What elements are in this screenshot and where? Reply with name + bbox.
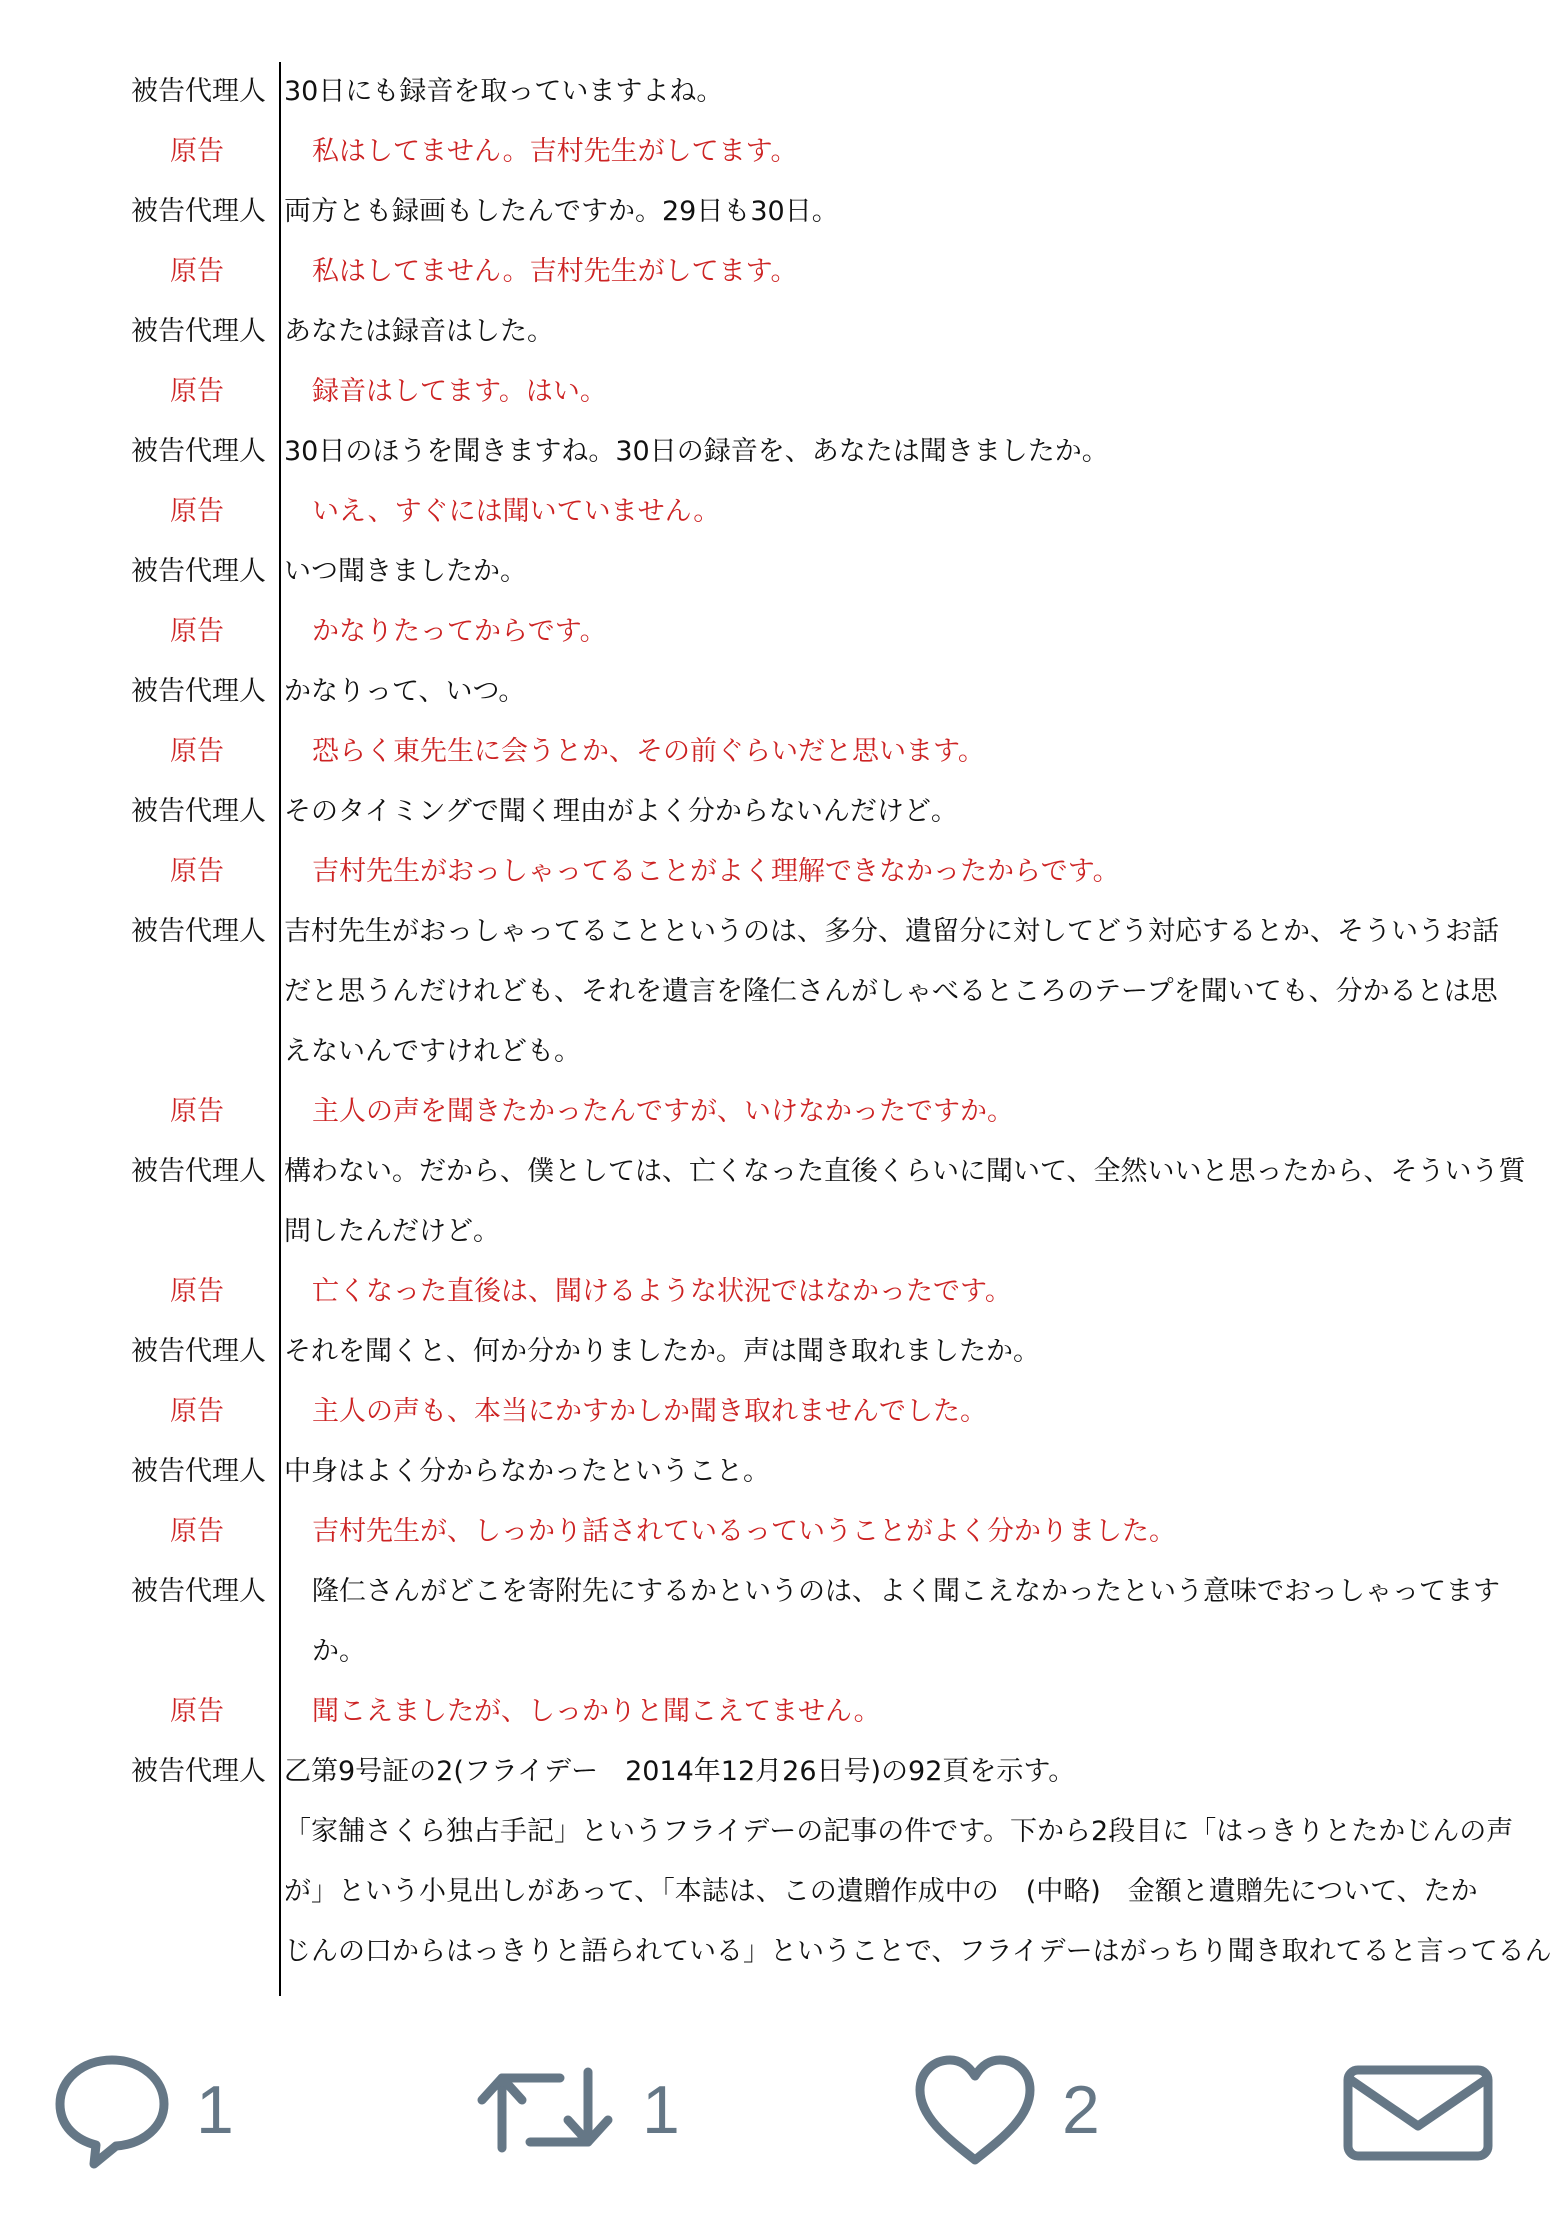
transcript-row — [0, 1082, 1440, 1142]
speaker-label-plaintiff: 原告 — [170, 616, 224, 647]
utterance-line: 吉村先生がおっしゃってることがよく理解できなかったからです。 — [312, 856, 1120, 887]
transcript-row — [0, 602, 1440, 662]
utterance-line: 主人の声も、本当にかすかしか聞き取れませんでした。 — [312, 1396, 987, 1427]
retweet-button[interactable] — [470, 2040, 680, 2180]
utterance — [284, 1442, 1424, 1502]
utterance-line: 構わない。だから、僕としては、亡くなった直後くらいに聞いて、全然いいと思ったから、そういう質 — [284, 1156, 1526, 1187]
speaker-label-plaintiff: 原告 — [170, 1276, 224, 1307]
utterance-line: じんの口からはっきりと語られている」ということで、フライデーはがっちり聞き取れてると言ってるん — [284, 1936, 1552, 1967]
utterance-line: 亡くなった直後は、聞けるような状況ではなかったです。 — [312, 1276, 1012, 1307]
speaker-label-defense: 被告代理人 — [131, 556, 266, 587]
utterance-line: 吉村先生が、しっかり話されているっていうことがよく分かりました。 — [312, 1516, 1176, 1547]
transcript-row — [0, 662, 1440, 722]
utterance-line: 主人の声を聞きたかったんですが、いけなかったですか。 — [312, 1096, 1014, 1127]
utterance-line: あなたは録音はした。 — [284, 316, 554, 347]
transcript-row — [0, 62, 1440, 122]
utterance-line: 「家舗さくら独占手記」というフライデーの記事の件です。下から2段目に「はっきりとたかじんの声 — [284, 1816, 1514, 1847]
utterance-line: 乙第9号証の2(フライデー 2014年12月26日号)の92頁を示す。 — [284, 1756, 1076, 1787]
utterance — [284, 902, 1499, 1082]
speaker-label-defense: 被告代理人 — [131, 436, 266, 467]
utterance-line: 私はしてません。吉村先生がしてます。 — [312, 256, 798, 287]
transcript-row — [0, 182, 1440, 242]
utterance — [284, 482, 1424, 542]
direct-message-button[interactable] — [1340, 2040, 1460, 2180]
transcript-row — [0, 1322, 1440, 1382]
utterance-line: 私はしてません。吉村先生がしてます。 — [312, 136, 798, 167]
utterance-line: 中身はよく分からなかったということ。 — [284, 1456, 770, 1487]
utterance — [284, 122, 1424, 182]
transcript-row — [0, 722, 1440, 782]
transcript-row — [0, 122, 1440, 182]
transcript-row — [0, 1142, 1526, 1262]
utterance — [284, 782, 1424, 842]
transcript-row — [0, 1562, 1500, 1682]
utterance — [284, 1262, 1424, 1322]
utterance — [284, 1382, 1424, 1442]
speaker-label-defense: 被告代理人 — [131, 1336, 266, 1367]
speaker-label-defense: 被告代理人 — [131, 1156, 266, 1187]
transcript-rows — [0, 62, 1552, 1982]
transcript-row — [0, 1742, 1552, 1982]
utterance — [284, 1322, 1424, 1382]
utterance-line: が」という小見出しがあって、「本誌は、この遺贈作成中の (中略) 金額と遺贈先について、たか — [284, 1876, 1478, 1907]
utterance — [284, 182, 1424, 242]
court-transcript — [0, 62, 1552, 1996]
utterance-line: それを聞くと、何か分かりましたか。声は聞き取れましたか。 — [284, 1336, 1040, 1367]
utterance-line: 隆仁さんがどこを寄附先にするかというのは、よく聞こえなかったという意味でおっしゃってます — [312, 1576, 1500, 1607]
transcript-row — [0, 1262, 1440, 1322]
utterance-line: 録音はしてます。はい。 — [312, 376, 607, 407]
utterance-line: 30日にも録音を取っていますよね。 — [284, 76, 724, 107]
speaker-label-plaintiff: 原告 — [170, 1396, 224, 1427]
reply-count: 1 — [196, 2072, 234, 2148]
speaker-label-plaintiff: 原告 — [170, 136, 224, 167]
utterance-line: そのタイミングで聞く理由がよく分からないんだけど。 — [284, 796, 958, 827]
utterance-line: えないんですけれども。 — [284, 1036, 581, 1067]
utterance — [284, 1562, 1500, 1682]
utterance — [284, 542, 1424, 602]
utterance-line: いつ聞きましたか。 — [284, 556, 527, 587]
speaker-label-plaintiff: 原告 — [170, 496, 224, 527]
speaker-label-defense: 被告代理人 — [131, 1756, 266, 1787]
utterance — [284, 1082, 1424, 1142]
transcript-row — [0, 1682, 1440, 1742]
utterance-line: かなりたってからです。 — [312, 616, 607, 647]
reply-bubble-icon — [50, 2048, 174, 2172]
envelope-icon — [1340, 2048, 1460, 2172]
transcript-row — [0, 542, 1440, 602]
utterance — [284, 722, 1424, 782]
transcript-row — [0, 842, 1440, 902]
speaker-label-defense: 被告代理人 — [131, 916, 266, 947]
tweet-action-bar — [0, 2040, 1440, 2180]
speaker-label-plaintiff: 原告 — [170, 256, 224, 287]
transcript-row — [0, 1382, 1440, 1442]
transcript-row — [0, 1442, 1440, 1502]
speaker-label-defense: 被告代理人 — [131, 796, 266, 827]
transcript-row — [0, 782, 1440, 842]
utterance-line: か。 — [312, 1636, 366, 1667]
speaker-label-defense: 被告代理人 — [131, 316, 266, 347]
speaker-label-plaintiff: 原告 — [170, 1516, 224, 1547]
transcript-row — [0, 1502, 1440, 1562]
transcript-row — [0, 902, 1499, 1082]
transcript-row — [0, 302, 1440, 362]
utterance-line: 問したんだけど。 — [284, 1216, 500, 1247]
utterance — [284, 602, 1424, 662]
utterance — [284, 1742, 1552, 1982]
speaker-label-defense: 被告代理人 — [131, 196, 266, 227]
utterance — [284, 422, 1424, 482]
like-button[interactable] — [910, 2040, 1100, 2180]
utterance-line: かなりって、いつ。 — [284, 676, 526, 707]
transcript-row — [0, 362, 1440, 422]
speaker-label-defense: 被告代理人 — [131, 676, 266, 707]
like-count: 2 — [1062, 2072, 1100, 2148]
utterance — [284, 62, 1424, 122]
speaker-label-plaintiff: 原告 — [170, 736, 224, 767]
retweet-icon — [470, 2048, 620, 2172]
utterance — [284, 842, 1424, 902]
utterance — [284, 302, 1424, 362]
utterance — [284, 242, 1424, 302]
utterance-line: 吉村先生がおっしゃってることというのは、多分、遺留分に対してどう対応するとか、そういうお話 — [284, 916, 1499, 947]
reply-button[interactable] — [50, 2040, 234, 2180]
speaker-label-defense: 被告代理人 — [131, 1456, 266, 1487]
utterance — [284, 1502, 1424, 1562]
utterance — [284, 662, 1424, 722]
retweet-count: 1 — [642, 2072, 680, 2148]
speaker-label-plaintiff: 原告 — [170, 376, 224, 407]
utterance-line: 恐らく東先生に会うとか、その前ぐらいだと思います。 — [312, 736, 985, 767]
transcript-row — [0, 482, 1440, 542]
speaker-label-defense: 被告代理人 — [131, 76, 266, 107]
speaker-label-plaintiff: 原告 — [170, 1096, 224, 1127]
utterance — [284, 1682, 1424, 1742]
utterance — [284, 362, 1424, 422]
speaker-divider-line — [279, 62, 281, 1996]
speaker-label-defense: 被告代理人 — [131, 1576, 266, 1607]
speaker-label-plaintiff: 原告 — [170, 856, 224, 887]
utterance — [284, 1142, 1526, 1262]
utterance-line: 30日のほうを聞きますね。30日の録音を、あなたは聞きましたか。 — [284, 436, 1109, 467]
utterance-line: 聞こえましたが、しっかりと聞こえてません。 — [312, 1696, 881, 1727]
speaker-label-plaintiff: 原告 — [170, 1696, 224, 1727]
transcript-row — [0, 422, 1440, 482]
utterance-line: だと思うんだけれども、それを遺言を隆仁さんがしゃべるところのテープを聞いても、分かるとは思 — [284, 976, 1498, 1007]
transcript-row — [0, 242, 1440, 302]
utterance-line: 両方とも録画もしたんですか。29日も30日。 — [284, 196, 839, 227]
heart-icon — [910, 2048, 1040, 2172]
utterance-line: いえ、すぐには聞いていません。 — [312, 496, 721, 527]
